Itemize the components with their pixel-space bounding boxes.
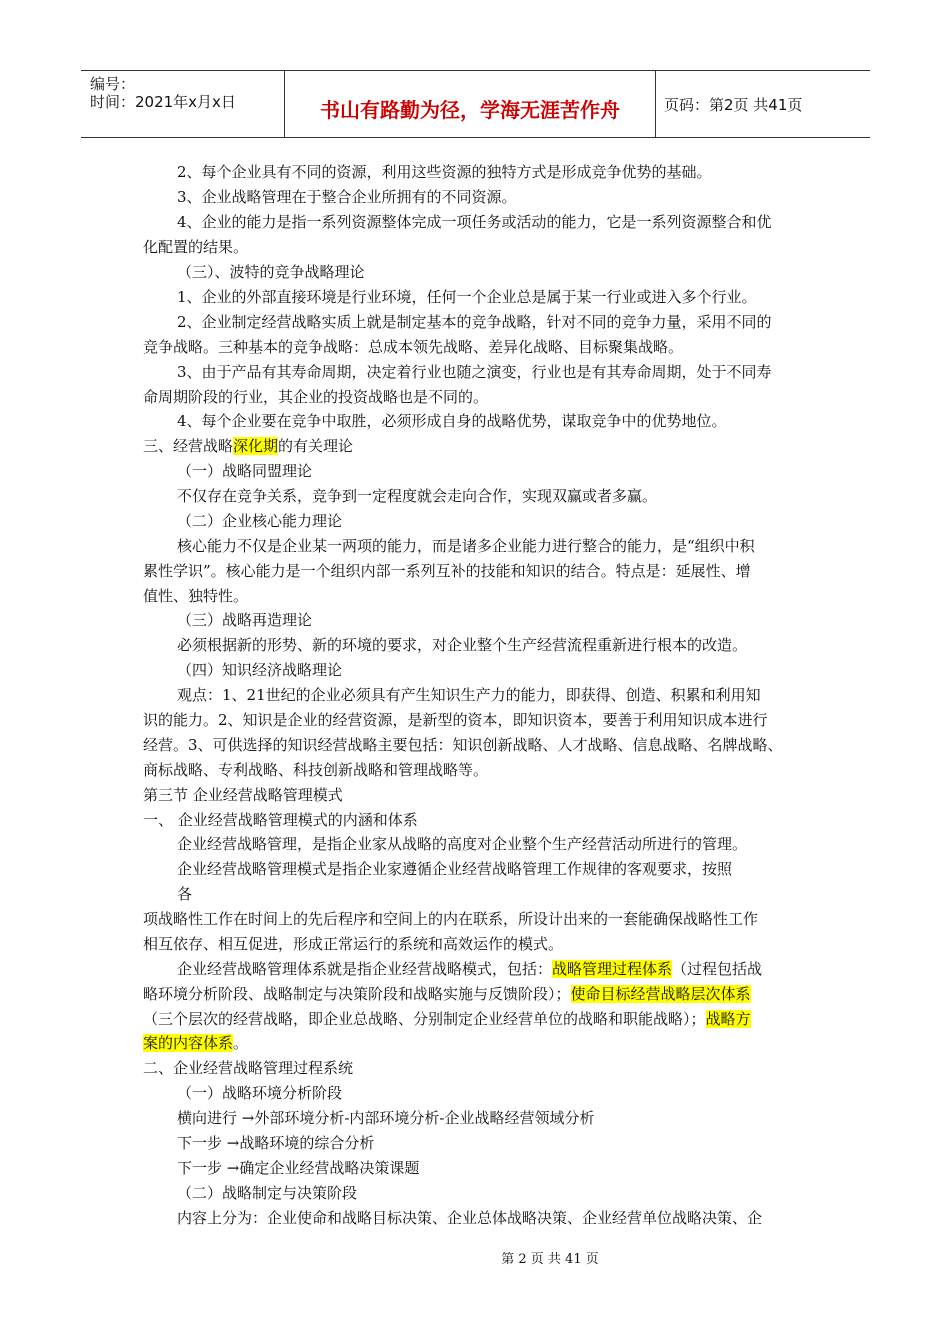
highlighted-text: 使命目标经营战略层次体系 [570, 985, 751, 1003]
text-line: 累性学识”。核心能力是一个组织内部一系列互补的技能和知识的结合。特点是：延展性、增 [143, 562, 751, 580]
text-line: 识的能力。2、知识是企业的经营资源，是新型的资本，即知识资本，要善于利用知识成本进行 [143, 711, 768, 729]
text-line: 横向进行 →外部环境分析-内部环境分析-企业战略经营领域分析 [177, 1109, 595, 1127]
section-heading [143, 436, 353, 456]
section-heading: 一、 企业经营战略管理模式的内涵和体系 [143, 811, 418, 829]
text-span: 的有关理论 [278, 437, 354, 455]
text-line: 4、企业的能力是指一系列资源整体完成一项任务或活动的能力，它是一系列资源整合和优 [177, 213, 772, 231]
page-header [81, 70, 870, 138]
header-middle-cell [284, 71, 656, 137]
header-date: 时间：2021年x月x日 [90, 93, 236, 111]
section-heading: （二）企业核心能力理论 [177, 512, 343, 530]
text-line: 2、每个企业具有不同的资源，利用这些资源的独特方式是形成竞争优势的基础。 [177, 163, 712, 181]
text-line: 企业经营战略管理模式是指企业家遵循企业经营战略管理工作规律的客观要求，按照 [177, 860, 733, 878]
text-line [177, 959, 762, 979]
text-line: 3、由于产品有其寿命周期，决定着行业也随之演变，行业也是有其寿命周期，处于不同寿 [177, 363, 772, 381]
text-line: 命周期阶段的行业，其企业的投资战略也是不同的。 [143, 388, 489, 406]
text-line: 必须根据新的形势、新的环境的要求，对企业整个生产经营流程重新进行根本的改造。 [177, 636, 748, 654]
header-motto: 书山有路勤为径，学海无涯苦作舟 [320, 98, 620, 122]
section-heading: 二、企业经营战略管理过程系统 [143, 1059, 354, 1077]
text-line: 项战略性工作在时间上的先后程序和空间上的内在联系，所设计出来的一套能确保战略性工作 [143, 910, 759, 928]
text-line: 各 [177, 885, 193, 903]
section-heading: （一）战略同盟理论 [177, 462, 313, 480]
section-heading: （三）战略再造理论 [177, 611, 313, 629]
highlighted-text: 战略管理过程体系 [552, 960, 673, 978]
section-heading: （三）、波特的竞争战略理论 [177, 263, 365, 281]
text-line: 不仅存在竞争关系，竞争到一定程度就会走向合作，实现双赢或者多赢。 [177, 487, 658, 505]
text-line: 4、每个企业要在竞争中取胜，必须形成自身的战略优势，谋取竞争中的优势地位。 [177, 412, 727, 430]
section-heading: （一）战略环境分析阶段 [177, 1084, 343, 1102]
text-span: 企业经营战略管理体系就是指企业经营战略模式，包括： [177, 960, 553, 978]
text-line: 2、企业制定经营战略实质上就是制定基本的竞争战略，针对不同的竞争力量，采用不同的 [177, 313, 772, 331]
header-page-number: 页码：第2页 共41页 [664, 96, 803, 114]
text-line: 相互依存、相互促进，形成正常运行的系统和高效运作的模式。 [143, 935, 564, 953]
text-line [143, 1009, 751, 1029]
section-heading: （四）知识经济战略理论 [177, 661, 343, 679]
text-span: 三、经营战略 [143, 437, 234, 455]
header-right-cell [655, 71, 870, 137]
text-line: 下一步 →战略环境的综合分析 [177, 1134, 375, 1152]
text-line: 下一步 →确定企业经营战略决策课题 [177, 1159, 420, 1177]
header-number: 编号： [90, 75, 136, 93]
highlighted-text: 战略方 [705, 1010, 751, 1028]
text-line [143, 984, 751, 1004]
page-footer: 第 2 页 共 41 页 [501, 1252, 599, 1267]
text-line [143, 1033, 248, 1053]
section-heading: 第三节 企业经营战略管理模式 [143, 786, 343, 804]
text-span: （三个层次的经营战略，即企业总战略、分别制定企业经营单位的战略和职能战略）； [143, 1010, 706, 1028]
text-line: 核心能力不仅是企业某一两项的能力，而是诸多企业能力进行整合的能力，是“组织中积 [177, 537, 755, 555]
text-line: 化配置的结果。 [143, 238, 249, 256]
text-line: 3、企业战略管理在于整合企业所拥有的不同资源。 [177, 188, 517, 206]
text-line: 商标战略、专利战略、科技创新战略和管理战略等。 [143, 761, 489, 779]
text-line: 值性、独特性。 [143, 587, 249, 605]
text-line: 企业经营战略管理，是指企业家从战略的高度对企业整个生产经营活动所进行的管理。 [177, 835, 748, 853]
text-line: 内容上分为：企业使命和战略目标决策、企业总体战略决策、企业经营单位战略决策、企 [177, 1209, 763, 1227]
text-line: 竞争战略。三种基本的竞争战略：总成本领先战略、差异化战略、目标聚集战略。 [143, 338, 684, 356]
highlighted-text: 深化期 [233, 437, 279, 455]
text-span: 略环境分析阶段、战略制定与决策阶段和战略实施与反馈阶段）； [143, 985, 571, 1003]
highlighted-text: 案的内容体系 [143, 1034, 234, 1052]
text-line: 1、企业的外部直接环境是行业环境，任何一个企业总是属于某一行业或进入多个行业。 [177, 288, 757, 306]
text-span: （过程包括战 [672, 960, 763, 978]
section-heading: （二）战略制定与决策阶段 [177, 1184, 358, 1202]
text-line: 经营。3、可供选择的知识经营战略主要包括：知识创新战略、人才战略、信息战略、名牌战略、 [143, 736, 783, 754]
text-span: 。 [233, 1034, 249, 1052]
header-left-cell [81, 71, 284, 137]
text-line: 观点：1、21世纪的企业必须具有产生知识生产力的能力，即获得、创造、积累和利用知 [177, 686, 761, 704]
